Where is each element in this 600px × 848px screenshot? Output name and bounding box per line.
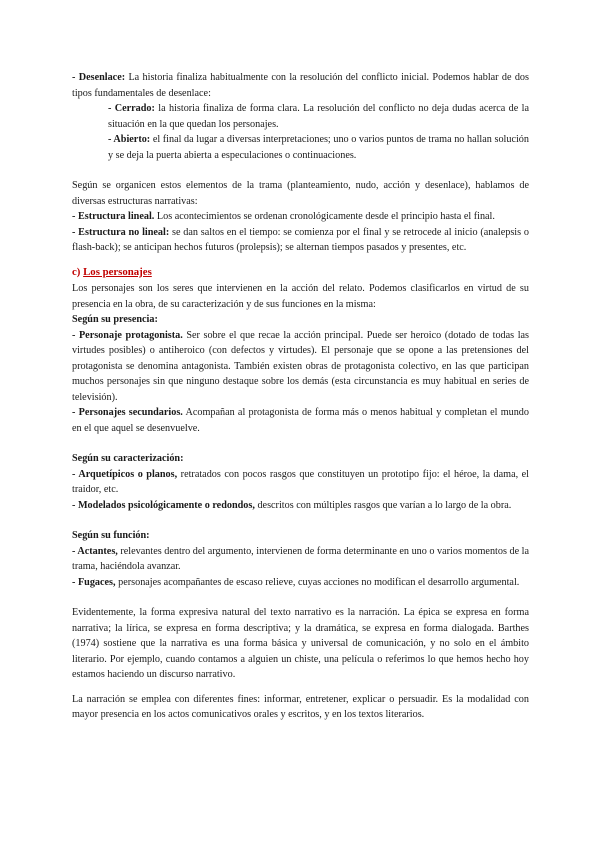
estructura-no-lineal-item: - Estructura no lineal: se dan saltos en el tiempo: se comienza por el final y se retrocede al inicio (analepsis o flash-back); se anticipan hechos futuros (prolepsis); se alternan tiempos pasados y presentes, etc. [72,226,529,253]
section-heading-personajes: c) Los personajes [72,265,152,278]
document-page [72,70,529,723]
estructura-lineal-item: - Estructura lineal. Los acontecimientos se ordenan cronológicamente desde el principio hasta el final. [72,211,495,222]
modelados-item: - Modelados psicológicamente o redondos, descritos con múltiples rasgos que varían a lo largo de la obra. [72,499,512,511]
arquetipicos-item: - Arquetípicos o planos, retratados con pocos rasgos que constituyen un prototipo fijo: el héroe, la dama, el traidor, etc. [72,468,530,495]
desenlace-abierto-item: - Abierto: el final da lugar a diversas interpretaciones; uno o varios puntos de trama no hallan solución y se deja la puerta abierta a especulaciones o continuaciones. [108,134,529,161]
estructuras-intro: Según se organicen estos elementos de la trama (planteamiento, nudo, acción y desenlace), hablamos de diversas estructuras narrativas: [72,180,529,207]
narracion-paragraph-1: Evidentemente, la forma expresiva natural del texto narrativo es la narración. La épica se expresa en forma narrativa; la lírica, se expresa en forma descriptiva; y la dramática, se expresa en forma dialogada. Barthes (1974) sostiene que la narrativa es una forma básica y universal de comunicación, y no solo en el ámbito literario. Por ejemplo, cuando contamos a alguien un chiste, una película o referimos lo que hemos hecho hoy estamos haciendo un discurso narrativo. [72,607,529,680]
presencia-title: Según su presencia: [72,314,158,325]
desenlace-cerrado-item: - Cerrado: la historia finaliza de forma clara. La resolución del conflicto no deja dudas acerca de la situación en la que quedan los personajes. [108,103,529,130]
caracterizacion-title: Según su caracterización: [72,453,184,464]
narracion-paragraph-2: La narración se emplea con diferentes fines: informar, entretener, explicar o persuadir. Es la modalidad con mayor presencia en los actos comunicativos orales y escritos, y en los textos literarios. [72,693,529,720]
protagonista-item: - Personaje protagonista. Ser sobre el que recae la acción principal. Puede ser heroico (dotado de todas las virtudes posibles) o antiheroico (con defectos y virtudes). El personaje que se opone a las pretensiones del protagonista se denomina antagonista. También existen obras de protagonista colectivo, en las que participan muchos personajes sin que ninguno destaque sobre los demás (esta circunstancia es muy habitual en series de televisión). [72,329,530,403]
personajes-intro: Los personajes son los seres que intervienen en la acción del relato. Podemos clasificarlos en virtud de su presencia en la obra, de su caracterización y de sus funciones en la misma: [72,283,529,310]
actantes-item: - Actantes, relevantes dentro del argumento, intervienen de forma determinante en uno o varios momentos de la trama, haciéndola avanzar. [72,545,529,572]
funcion-title: Según su función: [72,530,150,541]
secundarios-item: - Personajes secundarios. Acompañan al protagonista de forma más o menos habitual y completan el mundo en el que aquel se desenvuelve. [72,407,529,434]
desenlace-paragraph: - Desenlace: La historia finaliza habitualmente con la resolución del conflicto inicial. Podemos hablar de dos tipos fundamentales de desenlace: [72,72,529,99]
fugaces-item: - Fugaces, personajes acompañantes de escaso relieve, cuyas acciones no modifican el desarrollo argumental. [72,576,520,588]
